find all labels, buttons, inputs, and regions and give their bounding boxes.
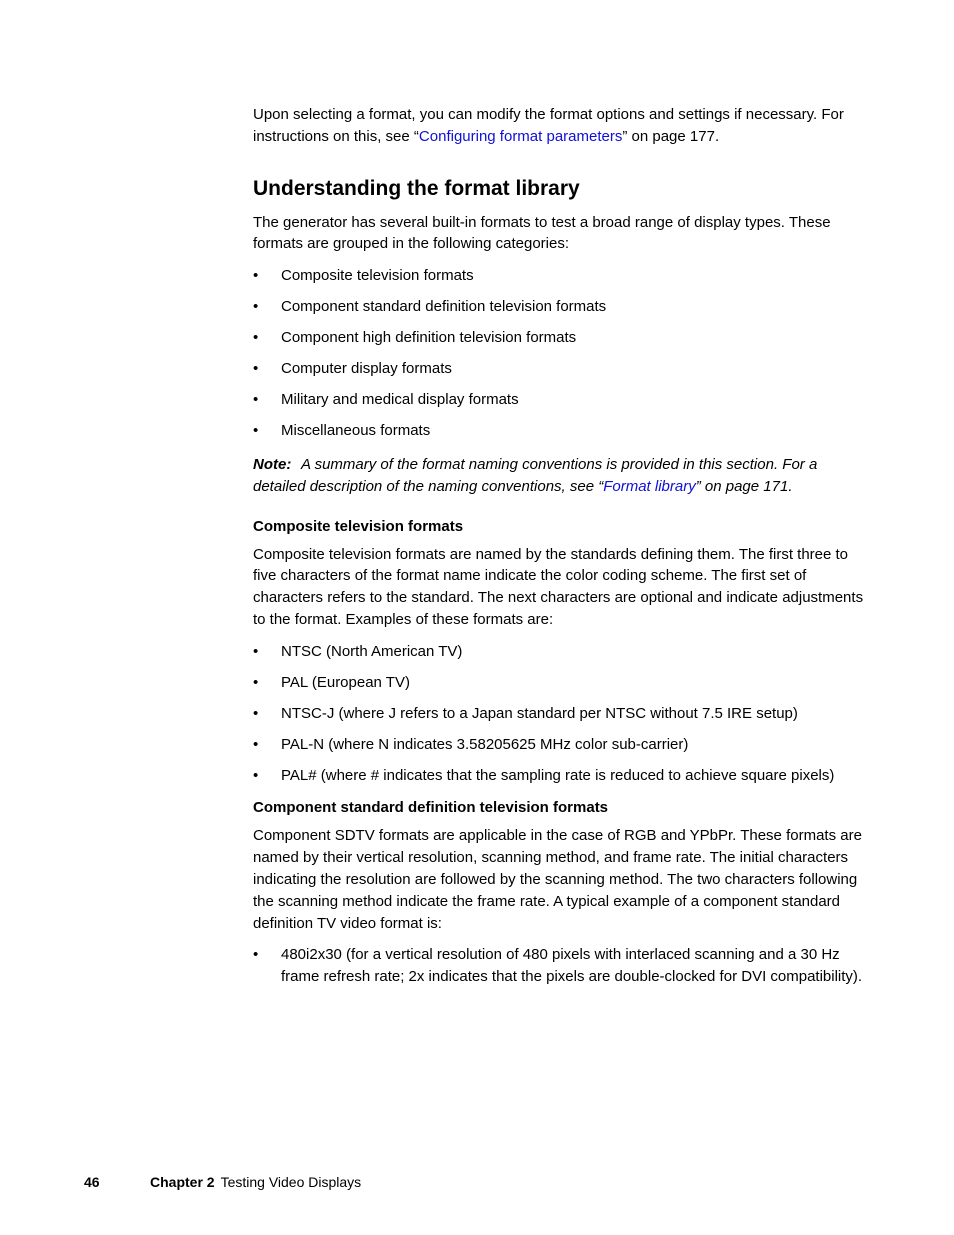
bullet-icon: •: [253, 422, 259, 440]
format-library-link[interactable]: Format library: [603, 477, 696, 495]
list-item: • Military and medical display formats: [253, 389, 873, 411]
note-text: A summary of the format naming conventions is provided in this section. For a detailed description of the naming conventions, see “: [253, 455, 818, 495]
intro-text: Upon selecting a format, you can modify the format options and settings if necessary. For instructions on this, see “: [253, 106, 844, 145]
intro-text-end: ” on page 177.: [622, 127, 720, 145]
bullet-icon: •: [253, 946, 259, 964]
list-item: • NTSC (North American TV): [253, 641, 873, 663]
composite-examples-list: [253, 641, 873, 787]
composite-paragraph: Composite television formats are named by the standards defining them. The first three to five characters of the format name indicate the color coding scheme. The first set of characters refers to the standard. The next characters are optional and indicate adjustments to the format. Examples of these formats are:: [253, 545, 864, 628]
bullet-icon: •: [253, 673, 259, 691]
section-paragraph: The generator has several built-in formats to test a broad range of display types. These formats are grouped in the following categories:: [253, 213, 831, 253]
list-item: • Component standard definition television formats: [253, 296, 873, 318]
list-item: • Component high definition television formats: [253, 327, 873, 349]
list-item: • 480i2x30 (for a vertical resolution of 480 pixels with interlaced scanning and a 30 Hz frame refresh rate; 2x indicates that the pixels are double-clocked for DVI compatibility).: [253, 946, 863, 986]
chapter-label: Chapter 2: [150, 1174, 215, 1190]
chapter-title: Testing Video Displays: [220, 1174, 362, 1190]
list-item: • Computer display formats: [253, 358, 873, 380]
page-content: [253, 104, 873, 997]
intro-paragraph: [253, 104, 873, 148]
bullet-icon: •: [253, 735, 259, 753]
bullet-icon: •: [253, 298, 259, 316]
category-list: [253, 265, 873, 442]
note-paragraph: [253, 454, 873, 498]
bullet-icon: •: [253, 267, 259, 285]
bullet-icon: •: [253, 391, 259, 409]
note-text-end: ” on page 171.: [695, 477, 793, 495]
composite-heading: Composite television formats: [253, 517, 464, 535]
list-item: • Composite television formats: [253, 265, 873, 287]
component-sd-examples-list: [253, 944, 873, 988]
note-label: Note:: [253, 455, 292, 473]
list-item: • NTSC-J (where J refers to a Japan standard per NTSC without 7.5 IRE setup): [253, 703, 873, 725]
list-item: • PAL (European TV): [253, 672, 873, 694]
page-number: 46: [84, 1174, 100, 1190]
bullet-icon: •: [253, 642, 259, 660]
bullet-icon: •: [253, 766, 259, 784]
list-item: • Miscellaneous formats: [253, 420, 873, 442]
bullet-icon: •: [253, 704, 259, 722]
bullet-icon: •: [253, 360, 259, 378]
page-footer: [84, 1172, 361, 1192]
configuring-format-parameters-link[interactable]: Configuring format parameters: [418, 127, 623, 145]
component-sd-heading: Component standard definition television formats: [253, 799, 609, 817]
component-sd-paragraph: Component SDTV formats are applicable in the case of RGB and YPbPr. These formats are named by their vertical resolution, scanning method, and frame rate. The initial characters indicating the resolution are followed by the scanning method. The two characters following the scanning method indicate the frame rate. A typical example of a component standard definition TV video format is:: [253, 827, 862, 932]
section-title: Understanding the format library: [253, 176, 580, 200]
list-item: • PAL# (where # indicates that the sampling rate is reduced to achieve square pixels): [253, 765, 873, 787]
list-item: • PAL-N (where N indicates 3.58205625 MHz color sub-carrier): [253, 734, 873, 756]
bullet-icon: •: [253, 329, 259, 347]
